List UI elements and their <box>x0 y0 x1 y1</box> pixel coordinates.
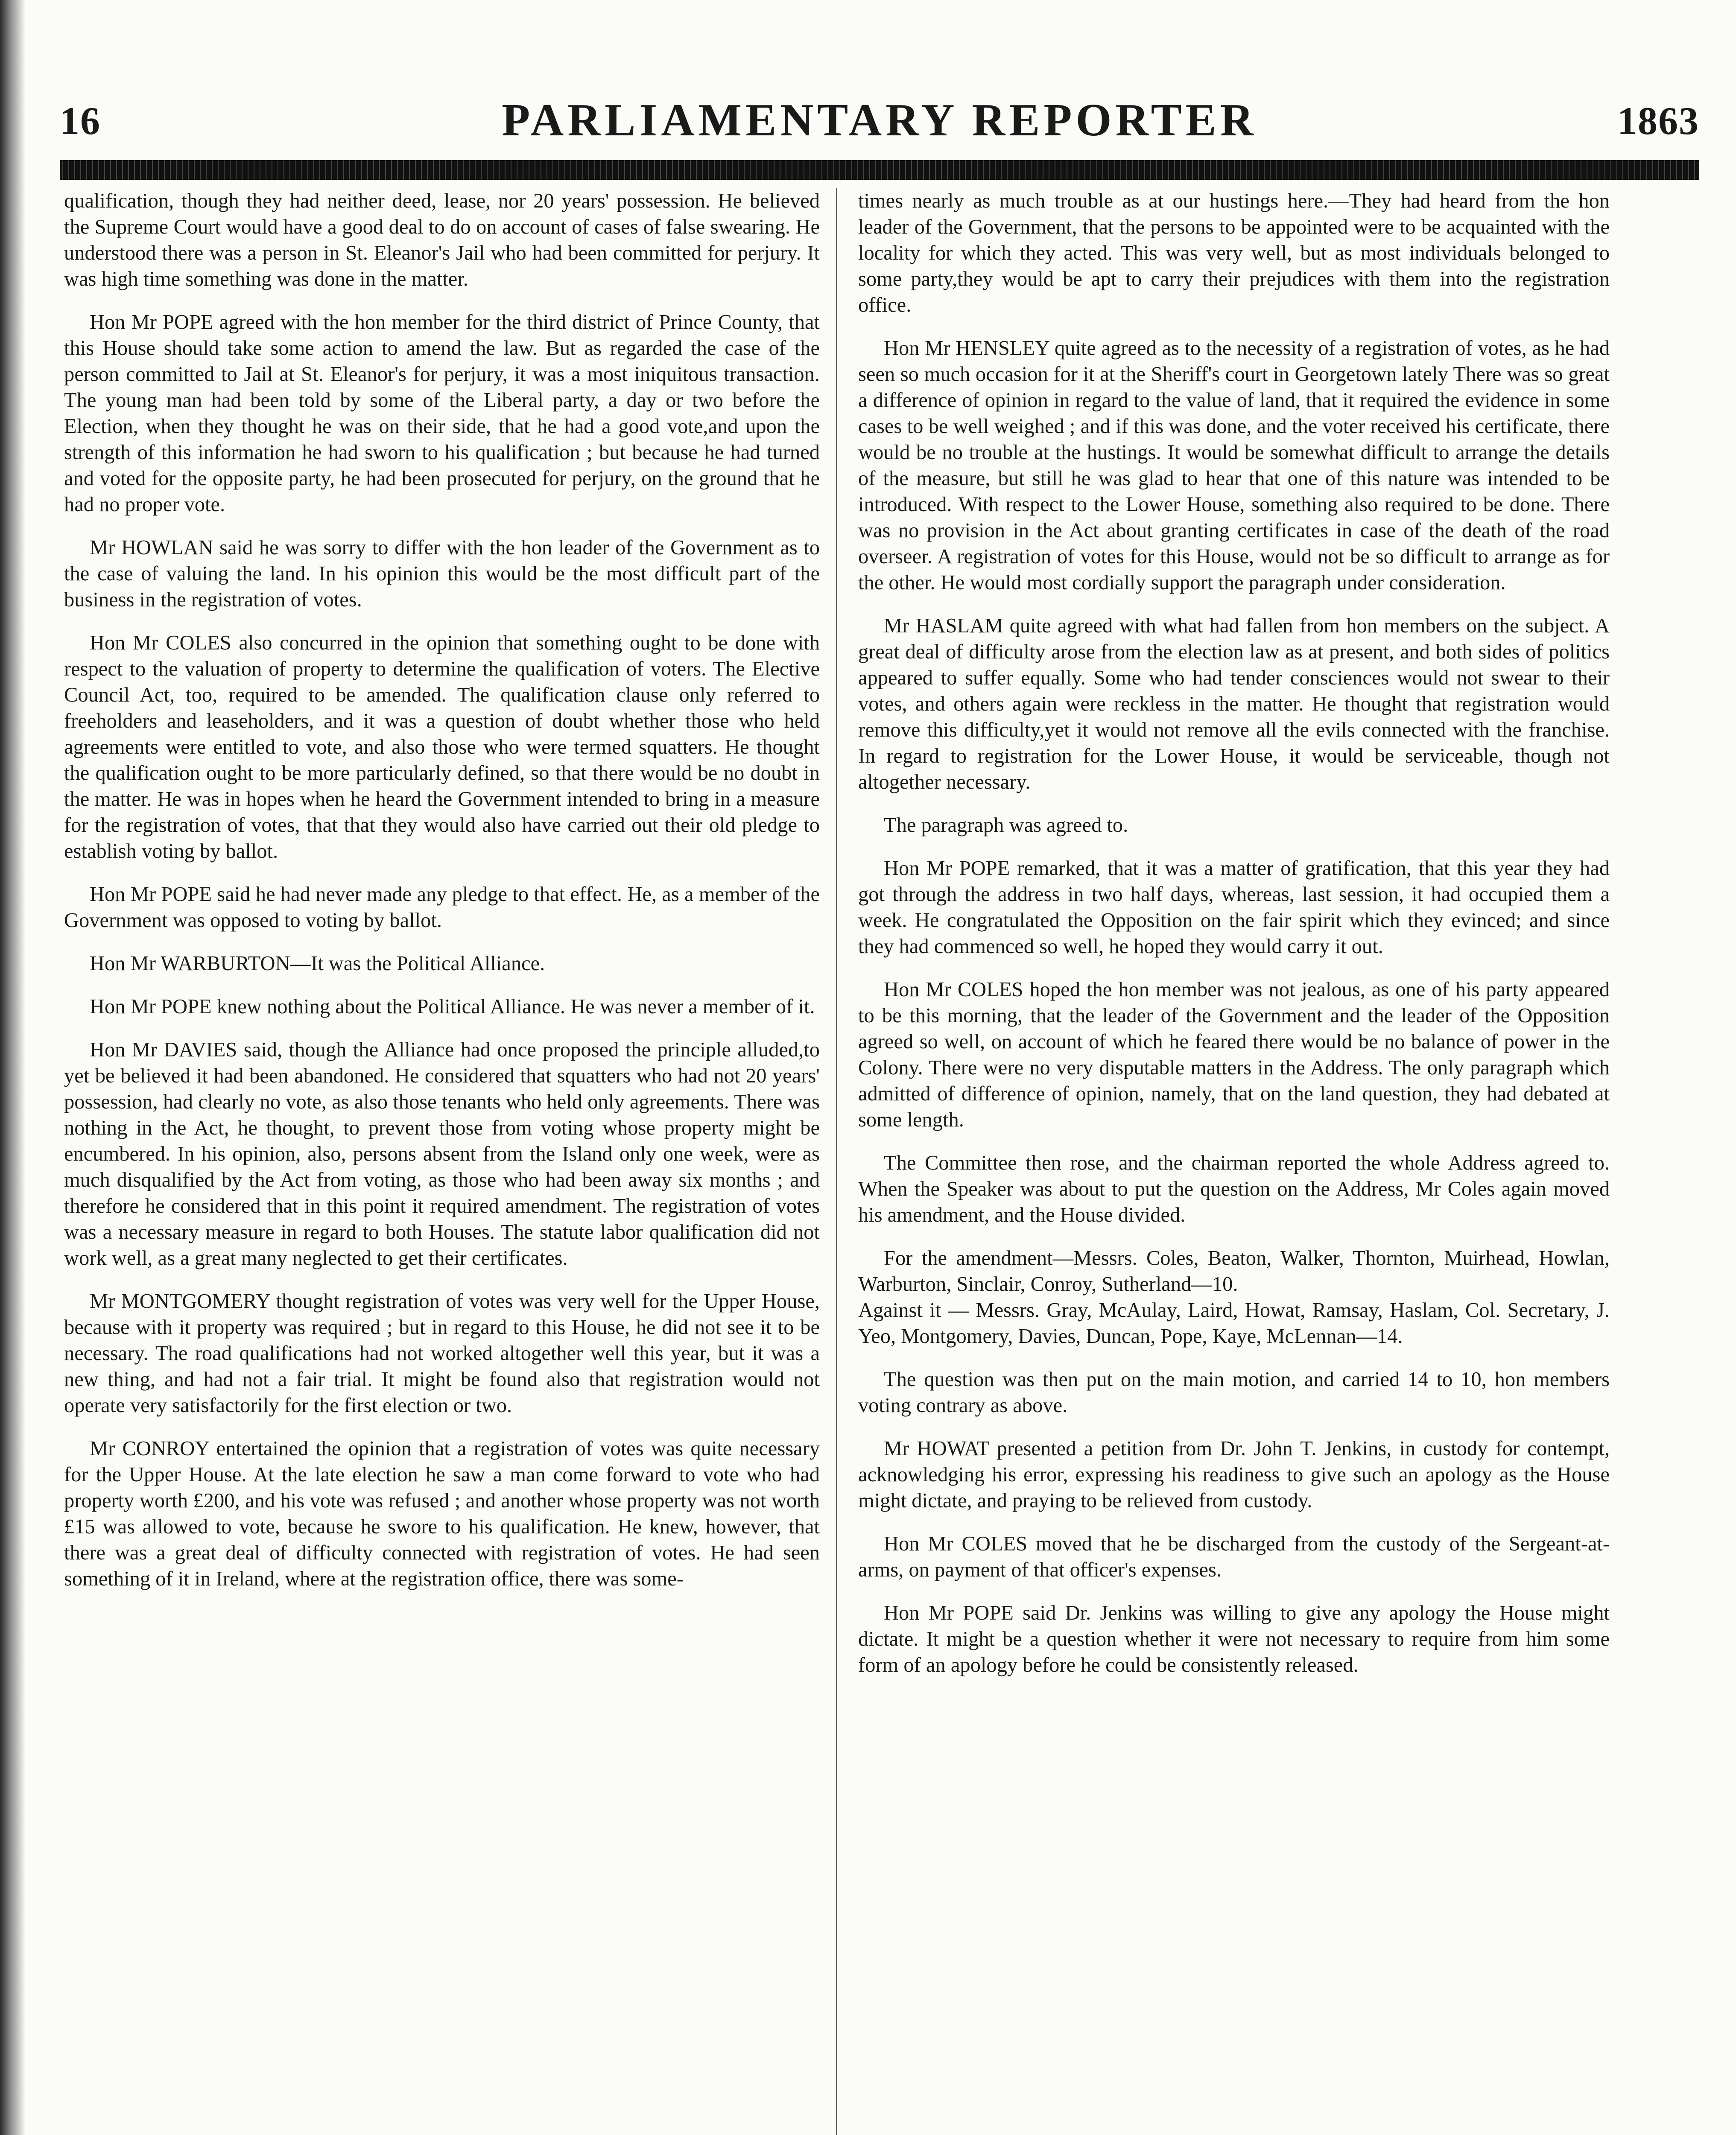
header-rule <box>60 160 1699 180</box>
division-vote-list: For the amendment—Messrs. Coles, Beaton, Walker, Thornton, Muirhead, Howlan, Warburton, Sinclair, Conroy, Sutherland—10. Against it — Messrs. Gray, McAulay, Laird, Howat, Ramsay, Haslam, Col. Secretary, J. Yeo, Montgomery, Davies, Duncan, Pope, Kaye, McLennan—14. <box>858 1247 1610 1348</box>
paragraph: times nearly as much trouble as at our hustings here.—They had heard from the hon leader of the Government, that the persons to be appointed were to be acquainted with the locality for which they acted. This was very well, but as most individuals belonged to some party,they would be apt to carry their prejudices with them into the registration office. <box>858 190 1610 316</box>
paragraph: Mr CONROY entertained the opinion that a registration of votes was quite necessary for the Upper House. At the late election he saw a man come forward to vote who had property worth £200, and his vote was refused ; and another whose property was not worth £15 was allowed to vote, because he swore to his qualification. He knew, however, that there was a great deal of difficulty connected with registration of votes. He had seen something of it in Ireland, where at the registration office, there was some- <box>64 1437 820 1590</box>
paragraph: Hon Mr POPE agreed with the hon member for the third district of Prince County, that this House should take some action to amend the law. But as regarded the case of the person committed to Jail at St. Eleanor's for perjury, it was a most iniquitous transaction. The young man had been told by some of the Liberal party, a day or two before the Election, when they thought he was on their side, that he had a good vote,and upon the strength of this information he had sworn to his qualification ; but because he had turned and voted for the opposite party, he had been prosecuted for perjury, on the ground that he had no proper vote. <box>64 311 820 516</box>
header-year: 1863 <box>1617 99 1699 143</box>
paragraph: Hon Mr POPE knew nothing about the Political Alliance. He was never a member of it. <box>90 995 815 1018</box>
paragraph: Hon Mr WARBURTON—It was the Political Alliance. <box>90 952 545 975</box>
paragraph: Mr HOWLAN said he was sorry to differ with the hon leader of the Government as to the case of valuing the land. In his opinion this would be the most difficult part of the business in the registration of votes. <box>64 536 820 611</box>
running-title: PARLIAMENTARY REPORTER <box>502 95 1257 146</box>
paragraph: Hon Mr HENSLEY quite agreed as to the necessity of a registration of votes, as he had seen so much occasion for it at the Sheriff's court in Georgetown lately There was so great a difference of opinion in regard to the value of land, that it required the evidence in some cases to be well weighed ; and if this was done, and the voter received his certificate, there would be no trouble at the hustings. It would be somewhat difficult to arrange the details of the measure, but still he was glad to hear that one of this nature was intended to be introduced. With respect to the Lower House, something also required to be done. There was no provision in the Act about granting certificates in case of the death of the road overseer. A registration of votes for this House, would not be so difficult to arrange as for the other. He would most cordially support the paragraph under consideration. <box>858 337 1610 594</box>
paragraph: The paragraph was agreed to. <box>884 814 1128 836</box>
paragraph: Hon Mr POPE said he had never made any pledge to that effect. He, as a member of the Government was opposed to voting by ballot. <box>64 883 820 932</box>
page-header <box>60 81 1699 158</box>
paragraph: qualification, though they had neither deed, lease, nor 20 years' possession. He believed the Supreme Court would have a good deal to do on account of cases of false swearing. He understood there was a person in St. Eleanor's Jail who had been committed for perjury. It was high time something was done in the matter. <box>64 190 820 290</box>
right-column <box>858 188 1610 2135</box>
paragraph: Hon Mr POPE said Dr. Jenkins was willing to give any apology the House might dictate. It might be a question whether it were not necessary to require from him some form of an apology before he could be consistently released. <box>858 1602 1610 1676</box>
binding-shadow <box>0 0 26 2135</box>
paragraph: Mr MONTGOMERY thought registration of votes was very well for the Upper House, because with it property was required ; but in regard to this House, he did not see it to be necessary. The road qualifications had not worked altogether well this year, but it was a new thing, and had not a fair trial. It might be found also that registration would not operate very satisfactorily for the first election or two. <box>64 1290 820 1417</box>
column-divider <box>836 188 837 2135</box>
paragraph: Hon Mr DAVIES said, though the Alliance had once proposed the principle alluded,to yet be believed it had been abandoned. He considered that squatters who had not 20 years' possession, had clearly no vote, as also those tenants who held only agreements. There was nothing in the Act, he thought, to prevent those from voting whose property might be encumbered. In his opinion, also, persons absent from the Island only one week, were as much disqualified by the Act from voting, as those who had been away six months ; and therefore he considered that in this point it required amendment. The registration of votes was a necessary measure in regard to both Houses. The statute labor qualification did not work well, as a great many neglected to get their certificates. <box>64 1038 820 1269</box>
paragraph: Hon Mr POPE remarked, that it was a matter of gratification, that this year they had got through the address in two half days, whereas, last session, it had occupied them a week. He congratulated the Opposition on the fair spirit which they evinced; and since they had commenced so well, he hoped they would carry it out. <box>858 857 1610 958</box>
paragraph: Mr HOWAT presented a petition from Dr. John T. Jenkins, in custody for contempt, acknowledging his error, expressing his readiness to give such an apology as the House might dictate, and praying to be relieved from custody. <box>858 1437 1610 1512</box>
paragraph: The Committee then rose, and the chairman reported the whole Address agreed to. When the Speaker was about to put the question on the Address, Mr Coles again moved his amendment, and the House divided. <box>858 1152 1610 1226</box>
paragraph: The question was then put on the main motion, and carried 14 to 10, hon members voting contrary as above. <box>858 1368 1610 1417</box>
paragraph: Mr HASLAM quite agreed with what had fallen from hon members on the subject. A great deal of difficulty arose from the election law as at present, and both sides of politics appeared to suffer equally. Some who had tender consciences would not swear to their votes, and others again were reckless in the matter. He thought that registration would remove this difficulty,yet it would not remove all the evils connected with the franchise. In regard to registration for the Lower House, it would be serviceable, though not altogether necessary. <box>858 614 1610 793</box>
paragraph: Hon Mr COLES hoped the hon member was not jealous, as one of his party appeared to be this morning, that the leader of the Government and the leader of the Opposition agreed so well, on account of which he feared there would be no balance of power in the Colony. There were no very disputable matters in the Address. The only paragraph which admitted of difference of opinion, namely, that on the land question, they had debated at some length. <box>858 978 1610 1131</box>
left-column <box>64 188 820 2135</box>
paragraph: Hon Mr COLES moved that he be discharged from the custody of the Sergeant-at-arms, on payment of that officer's expenses. <box>858 1533 1610 1581</box>
paragraph: Hon Mr COLES also concurred in the opinion that something ought to be done with respect to the valuation of property to determine the qualification of voters. The Elective Council Act, too, required to be amended. The qualification clause only referred to freeholders and leaseholders, and it was a question of doubt whether those who held agreements were entitled to vote, and also those who were termed squatters. He thought the qualification ought to be more particularly defined, so that there would be no doubt in the matter. He was in hopes when he heard the Government intended to bring in a measure for the registration of votes, that that they would also have carried out their old pledge to establish voting by ballot. <box>64 632 820 863</box>
page-number: 16 <box>60 99 101 143</box>
